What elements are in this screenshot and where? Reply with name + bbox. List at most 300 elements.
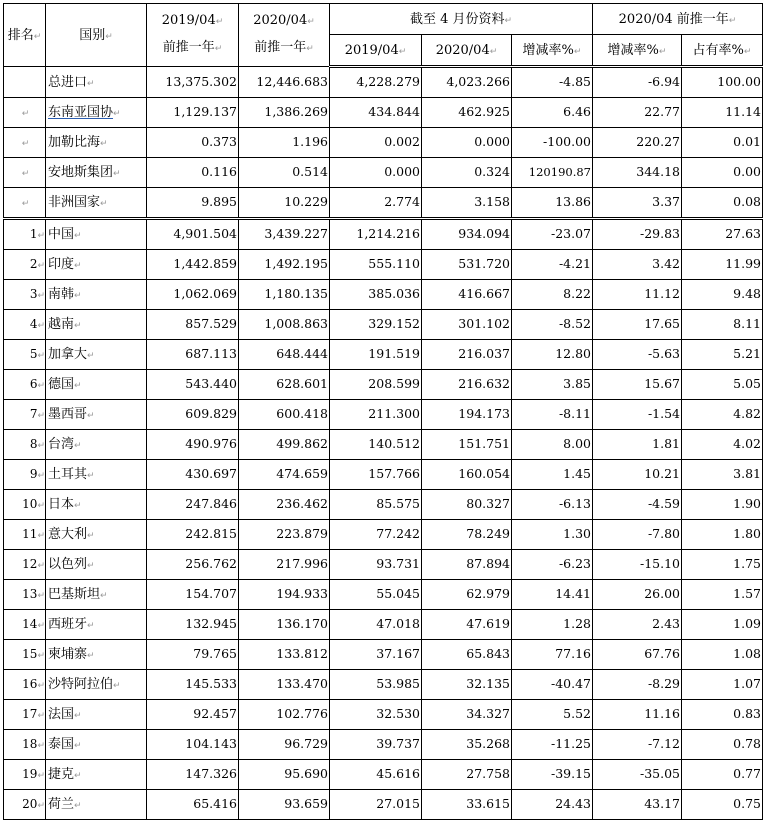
share-cell: 1.90: [682, 490, 763, 520]
trailing-change-cell: -7.12: [593, 730, 682, 760]
return-mark-icon: [37, 651, 45, 661]
rank-header: 排名 ↵: [4, 4, 46, 67]
ytd-2019-header: 2019/04 ↵: [330, 35, 422, 67]
return-mark-icon: [113, 109, 121, 119]
share-cell: 4.02: [682, 430, 763, 460]
rank-cell: 3 ↵: [4, 280, 46, 310]
ytd-2020-cell: 78.249: [422, 520, 512, 550]
return-mark-icon: [37, 711, 45, 721]
trailing-change-cell: 22.77: [593, 98, 682, 128]
trailing-change-cell: 11.12: [593, 280, 682, 310]
return-mark-icon: [37, 321, 45, 331]
import-statistics-table: [3, 3, 763, 820]
country-name-cell: 加拿大 ↵: [46, 340, 147, 370]
ytd-change-cell: -4.85: [512, 67, 593, 98]
trailing-change-cell: 11.16: [593, 700, 682, 730]
trailing-2019-cell: 65.416: [147, 790, 239, 820]
rank-cell: 7 ↵: [4, 400, 46, 430]
return-mark-icon: [74, 771, 82, 781]
rank-cell: 17 ↵: [4, 700, 46, 730]
return-mark-icon: [74, 231, 82, 241]
ytd-2020-cell: 216.037: [422, 340, 512, 370]
ytd-2019-cell: 191.519: [330, 340, 422, 370]
share-cell: 0.78: [682, 730, 763, 760]
ytd-2019-cell: 140.512: [330, 430, 422, 460]
trailing-2020-cell: 1.196: [239, 128, 330, 158]
country-name-cell: 非洲国家 ↵: [46, 188, 147, 219]
return-mark-icon: [74, 441, 82, 451]
country-name-cell: 印度 ↵: [46, 250, 147, 280]
ytd-2020-cell: 87.894: [422, 550, 512, 580]
return-mark-icon: [215, 44, 223, 54]
ytd-change-cell: -4.21: [512, 250, 593, 280]
ytd-2020-cell: 216.632: [422, 370, 512, 400]
ytd-2019-cell: 555.110: [330, 250, 422, 280]
table-row: [4, 340, 763, 370]
ytd-2020-cell: 65.843: [422, 640, 512, 670]
return-mark-icon: [37, 351, 45, 361]
country-name-cell: 以色列 ↵: [46, 550, 147, 580]
ytd-2020-cell: 34.327: [422, 700, 512, 730]
trailing-2020-cell: 3,439.227: [239, 219, 330, 250]
trailing-2020-cell: 1,492.195: [239, 250, 330, 280]
return-mark-icon: [87, 79, 95, 89]
return-mark-icon: [87, 471, 95, 481]
return-mark-icon: [87, 651, 95, 661]
trailing-2020-cell: 12,446.683: [239, 67, 330, 98]
ytd-2019-cell: 329.152: [330, 310, 422, 340]
trailing-2019-cell: 1,062.069: [147, 280, 239, 310]
table-row: [4, 219, 763, 250]
return-mark-icon: [74, 321, 82, 331]
trailing-change-cell: -1.54: [593, 400, 682, 430]
share-cell: 1.57: [682, 580, 763, 610]
trailing-2019-cell: 430.697: [147, 460, 239, 490]
trailing-2020-cell: 96.729: [239, 730, 330, 760]
trailing-2020-cell: 133.812: [239, 640, 330, 670]
ytd-2020-cell: 462.925: [422, 98, 512, 128]
return-mark-icon: [87, 411, 95, 421]
trailing-2019-cell: 132.945: [147, 610, 239, 640]
return-mark-icon: [34, 32, 42, 42]
share-cell: 4.82: [682, 400, 763, 430]
trailing-2020-cell: 10.229: [239, 188, 330, 219]
ytd-2019-cell: 39.737: [330, 730, 422, 760]
trailing-2020-cell: 133.470: [239, 670, 330, 700]
ytd-change-cell: -6.23: [512, 550, 593, 580]
table-row: [4, 550, 763, 580]
return-mark-icon: [74, 261, 82, 271]
trailing-2020-cell: 499.862: [239, 430, 330, 460]
return-mark-icon: [306, 44, 314, 54]
group-row: [4, 67, 763, 98]
return-mark-icon: [37, 291, 45, 301]
trailing-2020-cell: 223.879: [239, 520, 330, 550]
return-mark-icon: [100, 591, 108, 601]
share-cell: 0.01: [682, 128, 763, 158]
trailing-change-cell: -5.63: [593, 340, 682, 370]
share-cell: 27.63: [682, 219, 763, 250]
share-cell: 1.09: [682, 610, 763, 640]
group-row: [4, 188, 763, 219]
rank-cell: 15 ↵: [4, 640, 46, 670]
ytd-change-cell: 12.80: [512, 340, 593, 370]
country-name-cell: 沙特阿拉伯 ↵: [46, 670, 147, 700]
trailing-2019-cell: 147.326: [147, 760, 239, 790]
return-mark-icon: [74, 801, 82, 811]
table-row: [4, 730, 763, 760]
trailing-share-header: 占有率% ↵: [682, 35, 763, 67]
trailing-2020-cell: 136.170: [239, 610, 330, 640]
group-row: [4, 158, 763, 188]
ytd-2020-cell: 3.158: [422, 188, 512, 219]
return-mark-icon: [37, 591, 45, 601]
table-row: [4, 400, 763, 430]
country-name-cell: 安地斯集团 ↵: [46, 158, 147, 188]
trailing-2019-cell: 490.976: [147, 430, 239, 460]
share-cell: 1.07: [682, 670, 763, 700]
table-row: [4, 580, 763, 610]
trailing-change-cell: -7.80: [593, 520, 682, 550]
country-name-cell: 加勒比海 ↵: [46, 128, 147, 158]
share-cell: 0.75: [682, 790, 763, 820]
return-mark-icon: [37, 501, 45, 511]
ytd-2019-cell: 85.575: [330, 490, 422, 520]
ytd-change-header: 增减率% ↵: [512, 35, 593, 67]
ytd-change-cell: 1.45: [512, 460, 593, 490]
share-cell: 3.81: [682, 460, 763, 490]
return-mark-icon: [729, 16, 737, 26]
ytd-2019-cell: 53.985: [330, 670, 422, 700]
rank-cell: 14 ↵: [4, 610, 46, 640]
share-cell: 8.11: [682, 310, 763, 340]
ytd-2020-cell: 80.327: [422, 490, 512, 520]
return-mark-icon: [105, 32, 113, 42]
ytd-2020-cell: 194.173: [422, 400, 512, 430]
trailing-2020-cell: 236.462: [239, 490, 330, 520]
share-cell: 0.00: [682, 158, 763, 188]
rank-cell: 13 ↵: [4, 580, 46, 610]
country-header: 国别 ↵: [46, 4, 147, 67]
ytd-2020-cell: 62.979: [422, 580, 512, 610]
table-row: [4, 760, 763, 790]
rank-cell: 10 ↵: [4, 490, 46, 520]
ytd-2019-cell: 93.731: [330, 550, 422, 580]
trailing-change-cell: 3.37: [593, 188, 682, 219]
trailing-2019-cell: 256.762: [147, 550, 239, 580]
return-mark-icon: [37, 261, 45, 271]
ytd-change-cell: -40.47: [512, 670, 593, 700]
trailing-2019-cell: 104.143: [147, 730, 239, 760]
return-mark-icon: [74, 741, 82, 751]
country-name-cell: 越南 ↵: [46, 310, 147, 340]
trailing-2020-cell: 648.444: [239, 340, 330, 370]
table-row: [4, 430, 763, 460]
ytd-2019-cell: 211.300: [330, 400, 422, 430]
return-mark-icon: [744, 47, 752, 57]
trailing-change-cell: -4.59: [593, 490, 682, 520]
trailing-change-cell: 15.67: [593, 370, 682, 400]
return-mark-icon: [37, 771, 45, 781]
trailing-2020-header: 2020/04 ↵ 前推一年 ↵: [239, 4, 330, 67]
country-name-cell: 西班牙 ↵: [46, 610, 147, 640]
return-mark-icon: [37, 621, 45, 631]
rank-cell: [4, 128, 46, 158]
ytd-2019-cell: 0.000: [330, 158, 422, 188]
trailing-2020-cell: 102.776: [239, 700, 330, 730]
trailing-2019-cell: 857.529: [147, 310, 239, 340]
table-row: [4, 460, 763, 490]
ytd-change-cell: 120190.87: [512, 158, 593, 188]
return-mark-icon: [22, 109, 30, 119]
trailing-2019-cell: 1,442.859: [147, 250, 239, 280]
table-row: [4, 790, 763, 820]
ytd-2020-cell: 32.135: [422, 670, 512, 700]
return-mark-icon: [74, 291, 82, 301]
trailing-change-cell: 43.17: [593, 790, 682, 820]
rank-cell: [4, 98, 46, 128]
table-row: [4, 310, 763, 340]
ytd-2019-cell: 4,228.279: [330, 67, 422, 98]
trailing-change-cell: 26.00: [593, 580, 682, 610]
trailing-2019-cell: 4,901.504: [147, 219, 239, 250]
ytd-2019-cell: 0.002: [330, 128, 422, 158]
country-name-cell: 土耳其 ↵: [46, 460, 147, 490]
return-mark-icon: [74, 501, 82, 511]
ytd-2019-cell: 27.015: [330, 790, 422, 820]
trailing-group-header: 2020/04 前推一年 ↵: [593, 4, 763, 35]
return-mark-icon: [22, 169, 30, 179]
rank-cell: 16 ↵: [4, 670, 46, 700]
return-mark-icon: [216, 17, 224, 27]
trailing-2020-cell: 1,008.863: [239, 310, 330, 340]
return-mark-icon: [490, 47, 498, 57]
trailing-2020-cell: 217.996: [239, 550, 330, 580]
rank-cell: [4, 188, 46, 219]
ytd-change-cell: 13.86: [512, 188, 593, 219]
ytd-2019-cell: 45.616: [330, 760, 422, 790]
ytd-2020-cell: 47.619: [422, 610, 512, 640]
ytd-2019-cell: 2.774: [330, 188, 422, 219]
rank-cell: 4 ↵: [4, 310, 46, 340]
ytd-2020-cell: 0.324: [422, 158, 512, 188]
country-name-cell: 东南亚国协 ↵: [46, 98, 147, 128]
rank-cell: 11 ↵: [4, 520, 46, 550]
trailing-change-cell: -29.83: [593, 219, 682, 250]
country-name-cell: 墨西哥 ↵: [46, 400, 147, 430]
country-name-cell: 南韩 ↵: [46, 280, 147, 310]
ytd-change-cell: 8.22: [512, 280, 593, 310]
return-mark-icon: [87, 351, 95, 361]
table-row: [4, 520, 763, 550]
trailing-2020-cell: 600.418: [239, 400, 330, 430]
table-row: [4, 700, 763, 730]
return-mark-icon: [87, 561, 95, 571]
return-mark-icon: [399, 47, 407, 57]
trailing-2020-cell: 628.601: [239, 370, 330, 400]
country-name-cell: 法国 ↵: [46, 700, 147, 730]
share-cell: 5.21: [682, 340, 763, 370]
group-row: [4, 128, 763, 158]
ytd-change-cell: -23.07: [512, 219, 593, 250]
ytd-2019-cell: 208.599: [330, 370, 422, 400]
ytd-change-cell: 1.28: [512, 610, 593, 640]
country-name-cell: 捷克 ↵: [46, 760, 147, 790]
share-cell: 1.75: [682, 550, 763, 580]
ytd-2020-cell: 33.615: [422, 790, 512, 820]
table-row: [4, 490, 763, 520]
rank-cell: 8 ↵: [4, 430, 46, 460]
return-mark-icon: [37, 231, 45, 241]
return-mark-icon: [659, 47, 667, 57]
trailing-2020-cell: 1,180.135: [239, 280, 330, 310]
return-mark-icon: [22, 139, 30, 149]
share-cell: 0.77: [682, 760, 763, 790]
ranked-rows: [4, 219, 763, 820]
rank-cell: 2 ↵: [4, 250, 46, 280]
trailing-2019-cell: 154.707: [147, 580, 239, 610]
table-row: [4, 610, 763, 640]
ytd-2019-cell: 157.766: [330, 460, 422, 490]
ytd-2020-cell: 35.268: [422, 730, 512, 760]
trailing-2019-cell: 247.846: [147, 490, 239, 520]
country-name-cell: 总进口 ↵: [46, 67, 147, 98]
rank-cell: 20 ↵: [4, 790, 46, 820]
ytd-2020-cell: 27.758: [422, 760, 512, 790]
trailing-2020-cell: 93.659: [239, 790, 330, 820]
ytd-2019-cell: 434.844: [330, 98, 422, 128]
ytd-2019-cell: 1,214.216: [330, 219, 422, 250]
trailing-change-cell: 3.42: [593, 250, 682, 280]
ytd-2020-cell: 301.102: [422, 310, 512, 340]
return-mark-icon: [113, 681, 121, 691]
ytd-2020-cell: 531.720: [422, 250, 512, 280]
ytd-change-cell: 6.46: [512, 98, 593, 128]
ytd-change-cell: 8.00: [512, 430, 593, 460]
trailing-2020-cell: 194.933: [239, 580, 330, 610]
table-row: [4, 250, 763, 280]
return-mark-icon: [74, 381, 82, 391]
return-mark-icon: [307, 17, 315, 27]
rank-cell: 18 ↵: [4, 730, 46, 760]
ytd-change-cell: -39.15: [512, 760, 593, 790]
trailing-2019-cell: 79.765: [147, 640, 239, 670]
ytd-change-cell: 3.85: [512, 370, 593, 400]
ytd-change-cell: -6.13: [512, 490, 593, 520]
trailing-2019-cell: 13,375.302: [147, 67, 239, 98]
trailing-change-cell: 1.81: [593, 430, 682, 460]
table-row: [4, 280, 763, 310]
return-mark-icon: [37, 561, 45, 571]
share-cell: 9.48: [682, 280, 763, 310]
return-mark-icon: [37, 681, 45, 691]
ytd-2020-cell: 934.094: [422, 219, 512, 250]
return-mark-icon: [87, 531, 95, 541]
ytd-change-cell: -11.25: [512, 730, 593, 760]
rank-cell: 1 ↵: [4, 219, 46, 250]
rank-cell: [4, 67, 46, 98]
trailing-2019-cell: 92.457: [147, 700, 239, 730]
ytd-2019-cell: 55.045: [330, 580, 422, 610]
ytd-2019-cell: 32.530: [330, 700, 422, 730]
share-cell: 11.99: [682, 250, 763, 280]
trailing-change-cell: 17.65: [593, 310, 682, 340]
ytd-2019-cell: 385.036: [330, 280, 422, 310]
ytd-change-cell: 14.41: [512, 580, 593, 610]
rank-cell: 19 ↵: [4, 760, 46, 790]
ytd-change-cell: -8.52: [512, 310, 593, 340]
return-mark-icon: [37, 531, 45, 541]
rank-cell: 12 ↵: [4, 550, 46, 580]
trailing-2019-header: 2019/04 ↵ 前推一年 ↵: [147, 4, 239, 67]
country-name-cell: 意大利 ↵: [46, 520, 147, 550]
return-mark-icon: [37, 801, 45, 811]
return-mark-icon: [505, 16, 513, 26]
ytd-2019-cell: 47.018: [330, 610, 422, 640]
trailing-2020-cell: 474.659: [239, 460, 330, 490]
return-mark-icon: [37, 471, 45, 481]
trailing-change-cell: 67.76: [593, 640, 682, 670]
header-row-top: [4, 4, 763, 35]
share-cell: 1.08: [682, 640, 763, 670]
rank-cell: 9 ↵: [4, 460, 46, 490]
trailing-2020-cell: 1,386.269: [239, 98, 330, 128]
share-cell: 0.08: [682, 188, 763, 219]
trailing-2019-cell: 0.373: [147, 128, 239, 158]
country-name-cell: 巴基斯坦 ↵: [46, 580, 147, 610]
trailing-change-cell: 2.43: [593, 610, 682, 640]
table-row: [4, 670, 763, 700]
ytd-2019-cell: 37.167: [330, 640, 422, 670]
table-row: [4, 370, 763, 400]
ytd-2020-cell: 151.751: [422, 430, 512, 460]
rank-cell: 5 ↵: [4, 340, 46, 370]
return-mark-icon: [113, 169, 121, 179]
rank-cell: 6 ↵: [4, 370, 46, 400]
return-mark-icon: [74, 711, 82, 721]
trailing-change-header: 增减率% ↵: [593, 35, 682, 67]
ytd-2019-cell: 77.242: [330, 520, 422, 550]
ytd-2020-header: 2020/04 ↵: [422, 35, 512, 67]
ytd-change-cell: -100.00: [512, 128, 593, 158]
trailing-2019-cell: 9.895: [147, 188, 239, 219]
share-cell: 11.14: [682, 98, 763, 128]
ytd-change-cell: 1.30: [512, 520, 593, 550]
return-mark-icon: [87, 621, 95, 631]
country-name-cell: 中国 ↵: [46, 219, 147, 250]
ytd-change-cell: 24.43: [512, 790, 593, 820]
trailing-change-cell: -6.94: [593, 67, 682, 98]
return-mark-icon: [37, 441, 45, 451]
ytd-change-cell: 5.52: [512, 700, 593, 730]
trailing-2019-cell: 242.815: [147, 520, 239, 550]
share-cell: 1.80: [682, 520, 763, 550]
return-mark-icon: [100, 199, 108, 209]
share-cell: 100.00: [682, 67, 763, 98]
trailing-change-cell: 344.18: [593, 158, 682, 188]
share-cell: 5.05: [682, 370, 763, 400]
country-name-cell: 泰国 ↵: [46, 730, 147, 760]
table-row: [4, 640, 763, 670]
ytd-2020-cell: 0.000: [422, 128, 512, 158]
trailing-2019-cell: 0.116: [147, 158, 239, 188]
return-mark-icon: [574, 47, 582, 57]
country-name-cell: 德国 ↵: [46, 370, 147, 400]
trailing-change-cell: -15.10: [593, 550, 682, 580]
trailing-change-cell: -8.29: [593, 670, 682, 700]
import-table-wrapper: [3, 3, 763, 820]
country-name-cell: 柬埔寨 ↵: [46, 640, 147, 670]
